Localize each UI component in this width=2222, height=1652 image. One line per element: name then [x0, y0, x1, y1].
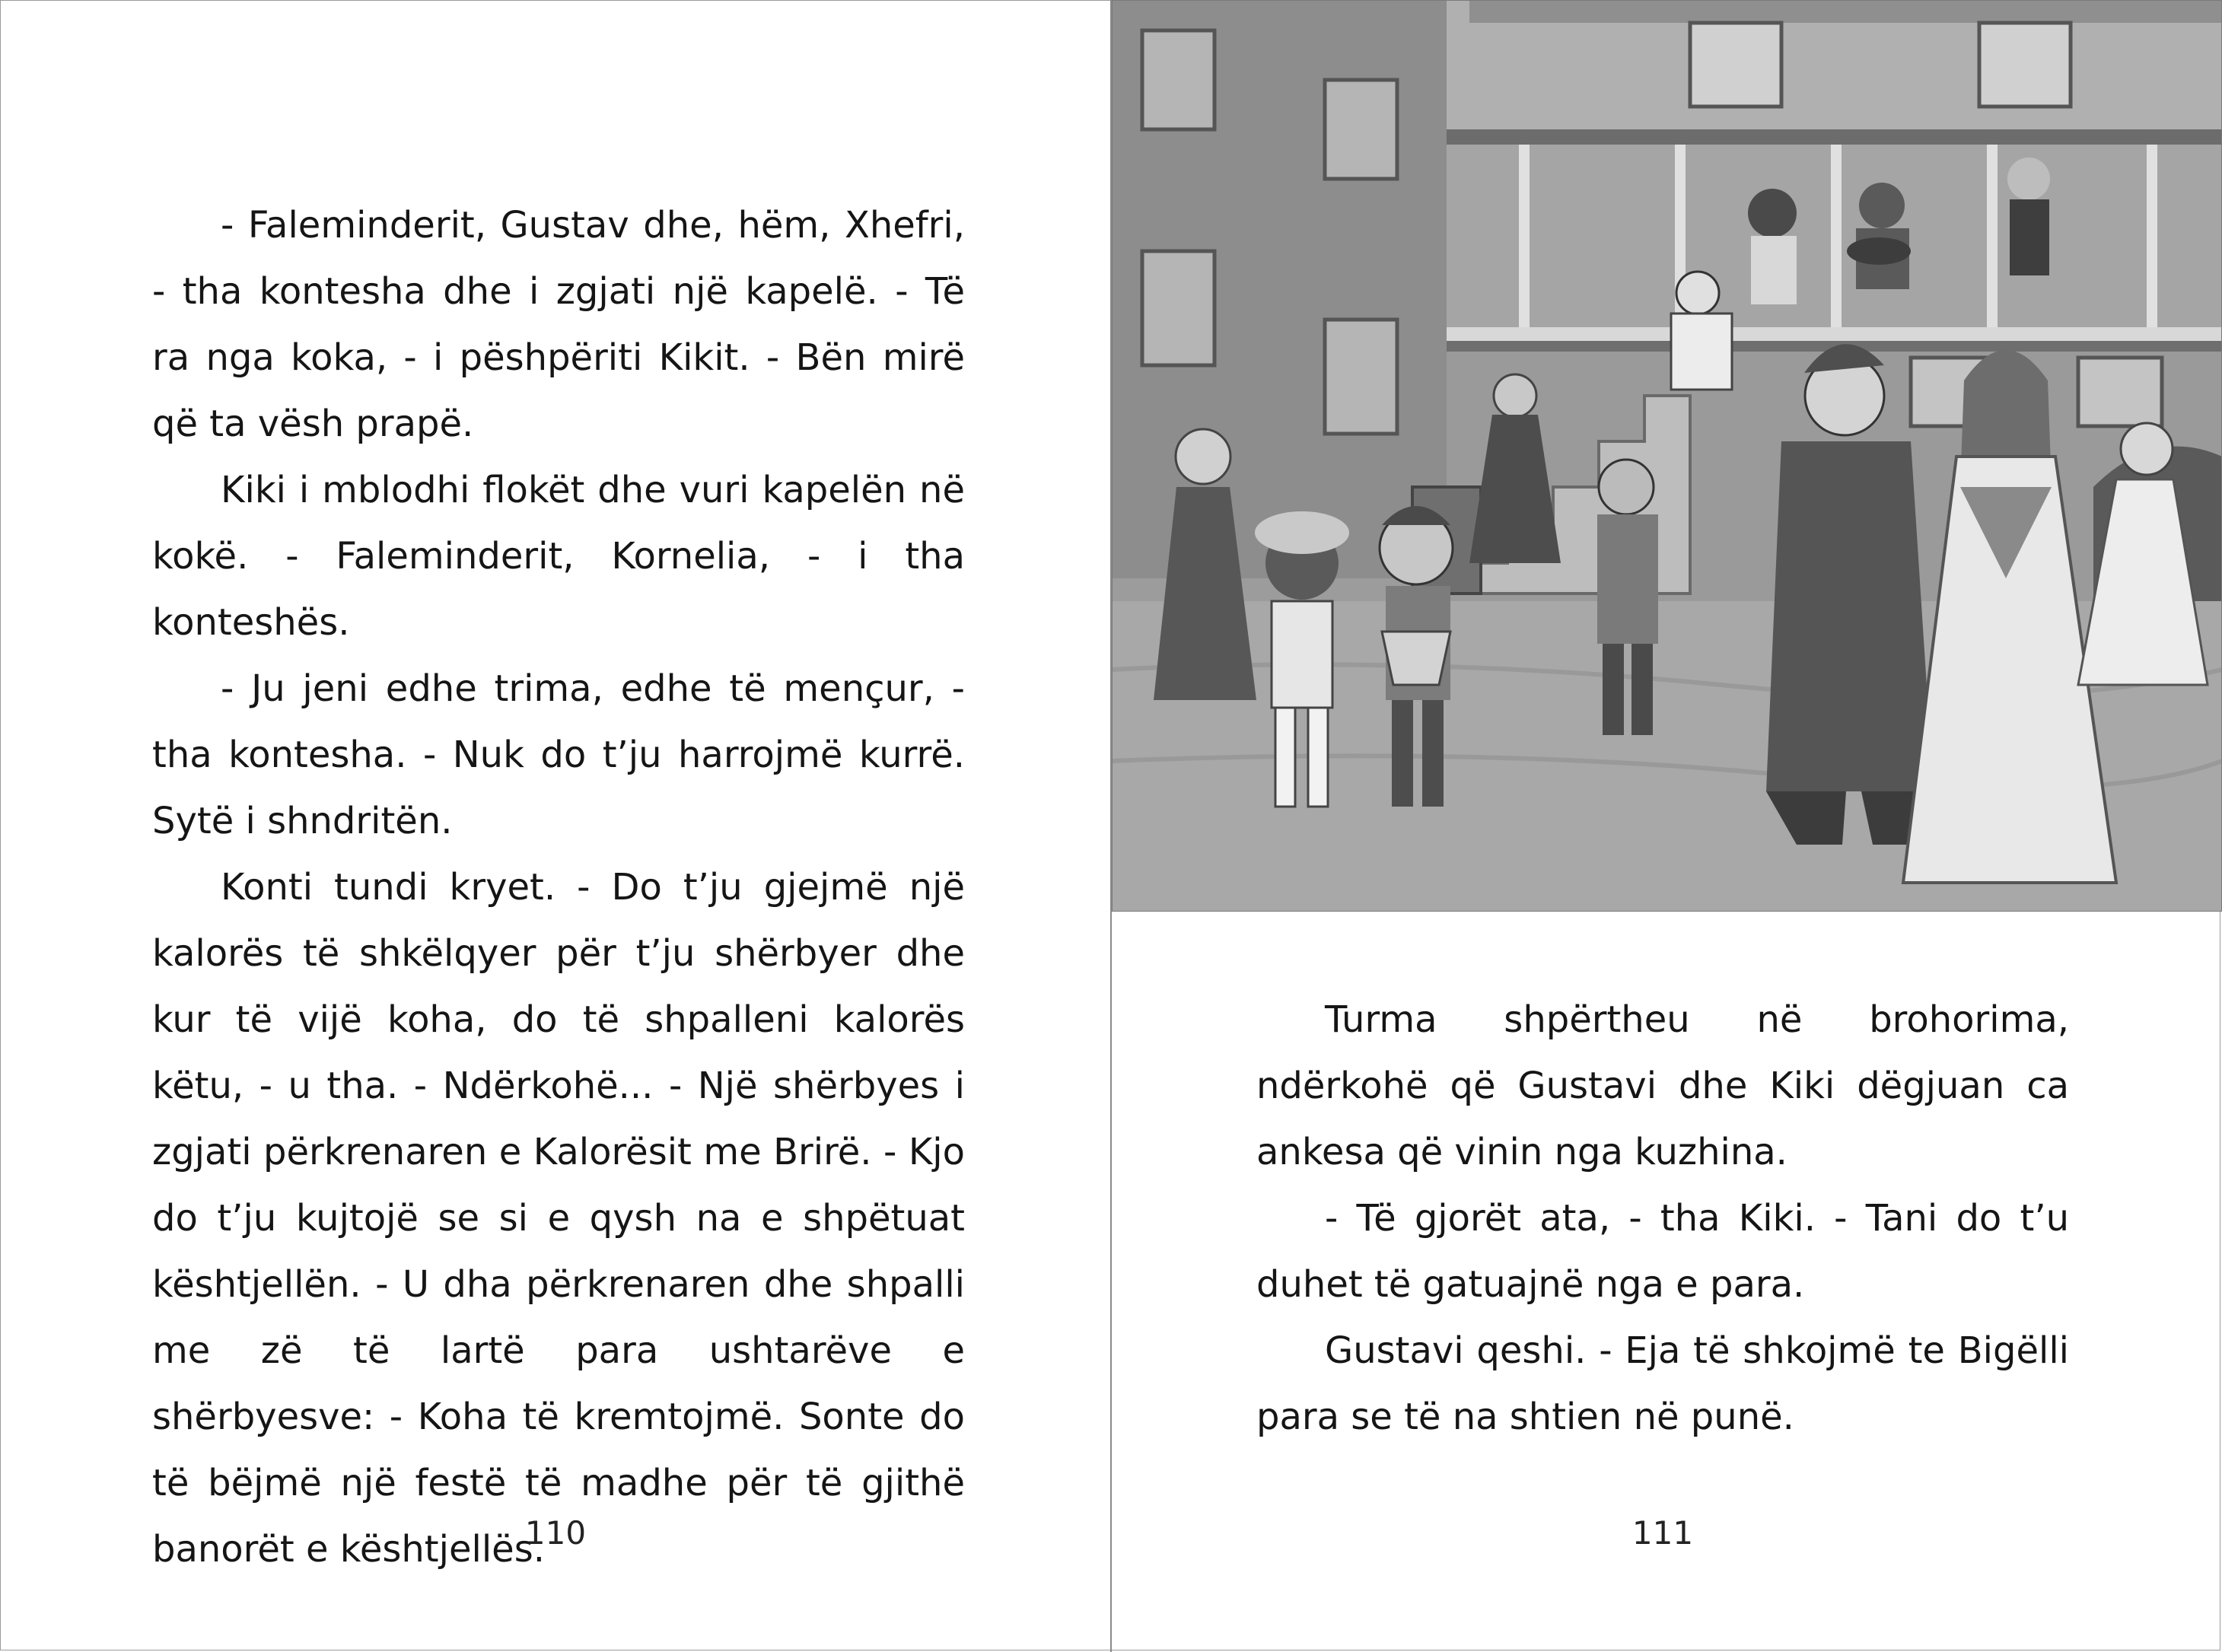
paragraph: - Të gjorët ata, - tha Kiki. - Tani do t’u duhet të gatuajnë nga e para. — [1256, 1197, 2069, 1306]
left-page — [0, 0, 1110, 1652]
page-number-right: 111 — [1631, 1514, 1694, 1552]
paragraph: - Ju jeni edhe trima, edhe të mençur, - tha kontesha. - Nuk do t’ju harrojmë kurrë. Sytë i shndritën. — [152, 667, 965, 842]
paragraph: - Faleminderit, Gustav dhe, hëm, Xhefri, - tha kontesha dhe i zgjati një kapelë. - Të ra nga koka, - i pëshpëriti Kikit. - Bën mirë që ta vësh prapë. — [152, 204, 965, 445]
page-number-left: 110 — [524, 1514, 587, 1552]
left-page-text — [152, 193, 965, 1583]
castle-courtyard-illustration — [1112, 0, 2222, 912]
paragraph: Konti tundi kryet. - Do t’ju gjejmë një kalorës të shkëlqyer për t’ju shërbyer dhe kur të vijë koha, do të shpalleni kalorës këtu, - u tha. - Ndërkohë... - Një shërbyes i zgjati përkrenaren e Kalorësit me Brirë. - Kjo do t’ju kujtojë se si e qysh na e shpëtuat kështjellën. - U dha përkrenaren dhe shpalli me zë të lartë para ushtarëve e shërbyesve: - Koha të kremtojmë. Sonte do të bëjmë një festë të madhe për të gjithë banorët e kështjellës. — [152, 866, 965, 1571]
paragraph: Gustavi qeshi. - Eja të shkojmë te Bigëlli para se të na shtien në punë. — [1256, 1329, 2069, 1438]
paragraph: Kiki i mblodhi flokët dhe vuri kapelën në kokë. - Faleminderit, Kornelia, - i tha konteshës. — [152, 469, 965, 644]
right-page — [1112, 0, 2222, 1652]
right-page-text — [1256, 987, 2069, 1450]
paragraph: Turma shpërtheu në brohorima, ndërkohë që Gustavi dhe Kiki dëgjuan ca ankesa që vinin nga kuzhina. — [1256, 998, 2069, 1173]
